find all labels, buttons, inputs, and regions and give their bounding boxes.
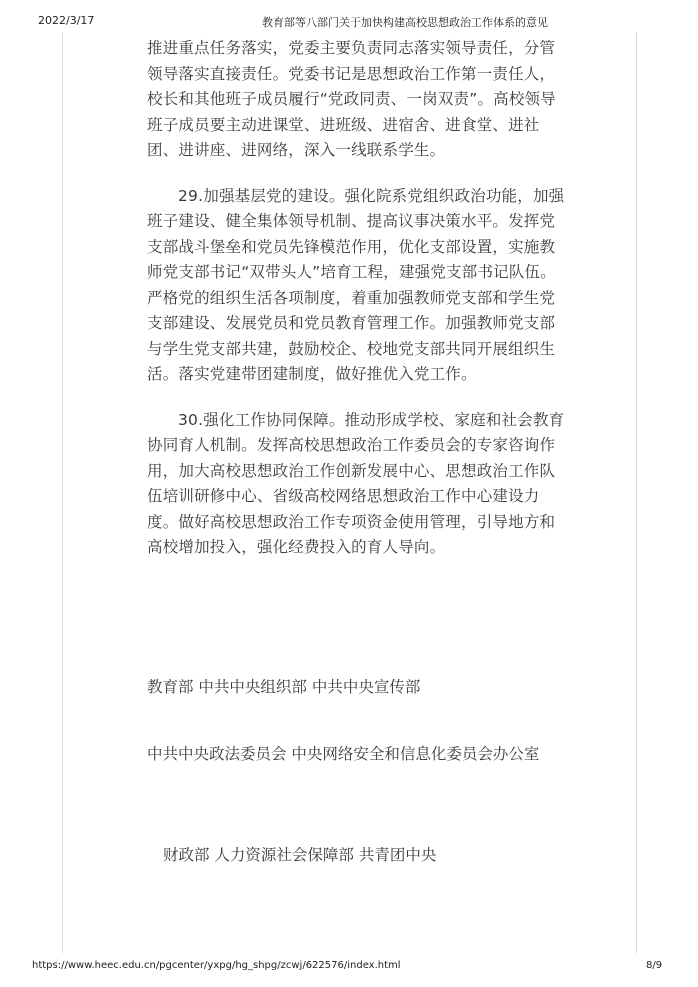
paragraph-continuation: 推进重点任务落实，党委主要负责同志落实领导责任，分管领导落实直接责任。党委书记是思想政治工作第一责任人，校长和其他班子成员履行“党政同责、一岗双责”。高校领导班子成员要主动进课堂、进班级、进宿舍、进食堂、进社团、进讲座、进网络，深入一线联系学生。: [147, 39, 556, 159]
print-date: 2022/3/17: [38, 14, 95, 27]
paragraph-30: 30.强化工作协同保障。推动形成学校、家庭和社会教育协同育人机制。发挥高校思想政治工作委员会的专家咨询作用，加大高校思想政治工作创新发展中心、思想政治工作队伍培训研修中心、省级高校网络思想政治工作中心建设力度。做好高校思想政治工作专项资金使用管理，引导地方和高校增加投入，强化经费投入的育人导向。: [147, 410, 565, 556]
document-title: 教育部等八部门关于加快构建高校思想政治工作体系的意见: [262, 16, 548, 29]
page-number: 8/9: [646, 960, 663, 971]
signatory-line-2: 中共中央政法委员会 中央网络安全和信息化委员会办公室: [147, 745, 540, 763]
document-body: [147, 36, 567, 581]
page-left-border: [62, 32, 63, 953]
signatory-line-1: 教育部 中共中央组织部 中共中央宣传部: [147, 678, 421, 696]
page-right-border: [636, 32, 637, 953]
signatory-line-3: 财政部 人力资源社会保障部 共青团中央: [163, 846, 437, 864]
source-url: https://www.heec.edu.cn/pgcenter/yxpg/hg_shpg/zcwj/622576/index.html: [32, 960, 401, 971]
paragraph-29: 29.加强基层党的建设。强化院系党组织政治功能，加强班子建设、健全集体领导机制、提高议事决策水平。发挥党支部战斗堡垒和党员先锋模范作用，优化支部设置，实施教师党支部书记“双带头人”培育工程，建强党支部书记队伍。严格党的组织生活各项制度，着重加强教师党支部和学生党支部建设、发展党员和党员教育管理工作。加强教师党支部与学生党支部共建，鼓励校企、校地党支部共同开展组织生活。落实党建带团建制度，做好推优入党工作。: [147, 186, 565, 383]
